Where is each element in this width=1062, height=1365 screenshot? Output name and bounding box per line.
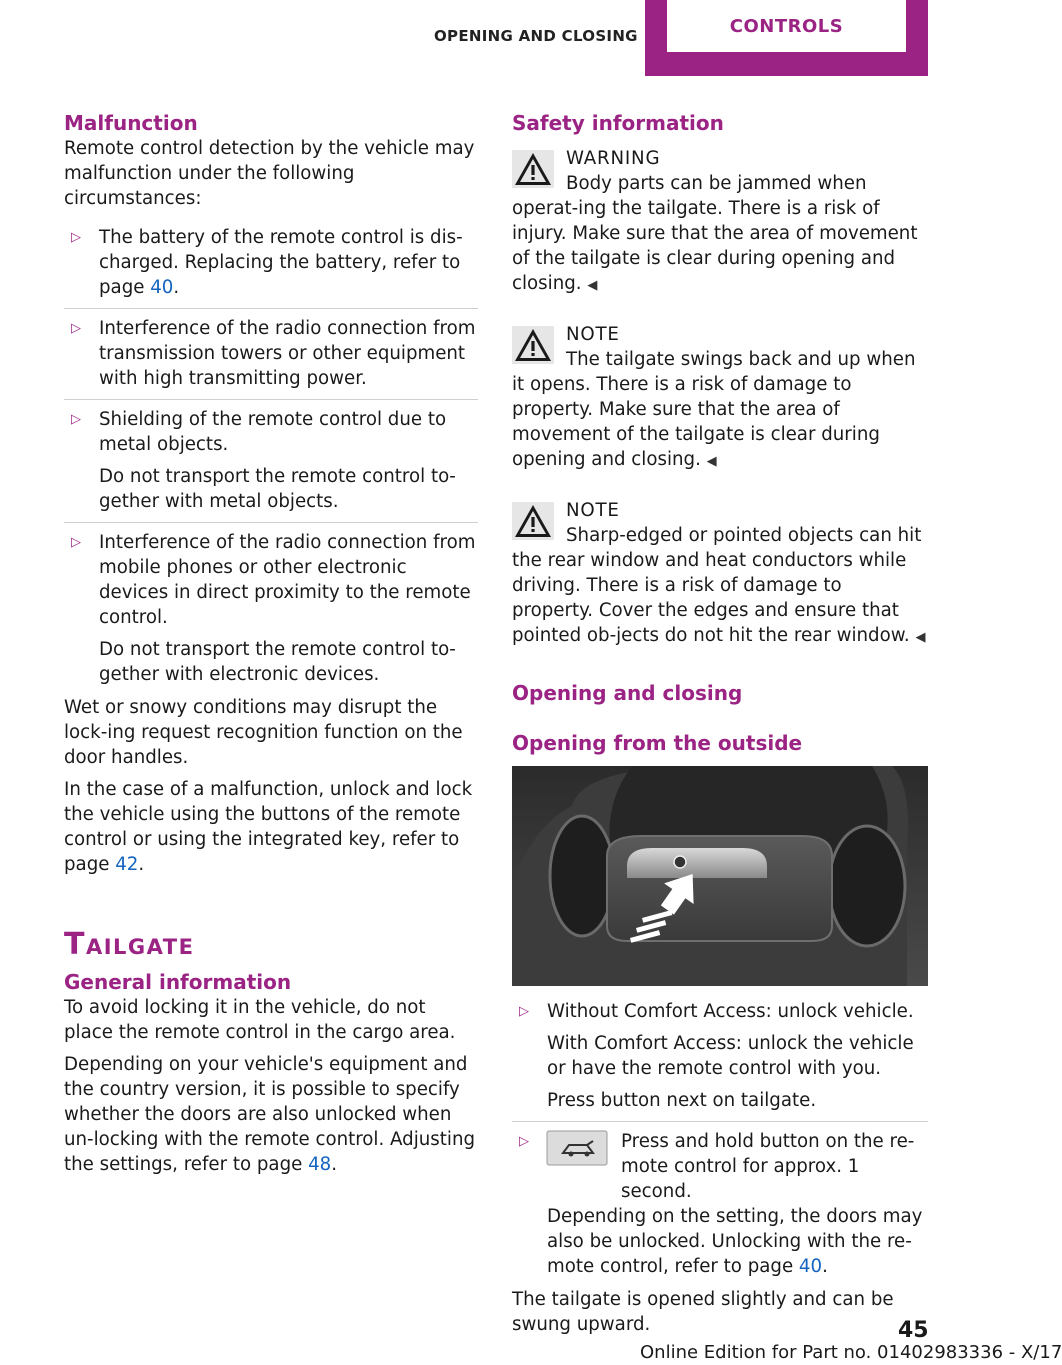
end-mark-icon: ◀ [915,630,926,645]
bullet-icon: ▷ [71,412,81,427]
warning-triangle-icon [512,326,554,364]
malfunction-intro: Remote control detection by the vehicle may malfunction under the following circumstances: [64,138,475,209]
note-box [512,322,928,474]
safety-heading: Safety information [512,111,724,135]
note-label: NOTE [566,324,620,345]
warning-triangle-icon [512,502,554,540]
right-column [512,110,928,1344]
page-link[interactable]: 48 [308,1154,332,1175]
page-number: 45 [898,1318,929,1343]
left-column [64,110,478,1184]
malfunction-heading: Malfunction [64,111,198,135]
warning-triangle-icon [512,150,554,188]
note-text: The tailgate swings back and up when it opens. There is a risk of damage to property. Make sure that the area of movement of the tailgate is clear during opening and closing. [512,349,916,470]
list-item: ▷ Shielding of the remote control due to metal objects. Do not transport the remote control to‐gether with metal objects. [64,400,478,523]
note-box [512,498,928,650]
note-text: Sharp-edged or pointed objects can hit the rear window and heat conductors while driving. There is a risk of damage to property. Cover the edges and ensure that pointed ob‐jects do not hit the rear window. [512,525,922,646]
tailgate-button-icon [547,1131,607,1165]
header-tab [645,0,928,76]
malfunction-action-text: In the case of a malfunction, unlock and lock the vehicle using the buttons of the remote control or using the integrated key, refer to page 42. [64,779,473,875]
bullet-icon: ▷ [519,1004,529,1019]
bullet-icon: ▷ [71,230,81,245]
malfunction-list [64,218,478,695]
header-tab-label: CONTROLS [667,0,906,52]
bullet-icon: ▷ [519,1134,529,1149]
opening-outside-heading: Opening from the outside [512,731,803,755]
opening-closing-heading: Opening and closing [512,681,743,705]
list-item: ▷ Press and hold button on the re‐mote control for approx. 1 second. Depending on the setting, the doors may also be unlocked. Unlocking with the re‐mote control, refer to page 40. [519,1131,923,1277]
warning-text: Body parts can be jammed when operat‐ing the tailgate. There is a risk of injury. Make sure that the area of movement of the tailgate is clear during opening and closing. [512,173,918,294]
list-item: ▷ Interference of the radio connection from transmission towers or other equipment with high transmitting power. [64,309,478,400]
tailgate-opened-text: The tailgate is opened slightly and can be swung upward. [512,1289,894,1335]
wet-conditions-text: Wet or snowy conditions may disrupt the lock‐ing request recognition function on the door handles. [64,697,463,768]
list-item: ▷ Interference of the radio connection from mobile phones or other electronic devices in direct proximity to the remote control. Do not transport the remote control to‐gether with electronic devices. [71,532,476,685]
list-item: ▷ The battery of the remote control is dis‐charged. Replacing the battery, refer to page 40. [64,218,478,309]
warning-box [512,146,928,298]
tailgate-photo [512,766,928,986]
bullet-icon: ▷ [71,321,81,336]
general-info-p2: Depending on your vehicle's equipment and the country version, it is possible to specify whether the doors are also unlocked when un‐locking with the remote control. Adjusting the settings, refer to page 48. [64,1054,476,1175]
warning-label: WARNING [566,148,661,169]
general-info-heading: General information [64,970,292,994]
end-mark-icon: ◀ [587,278,598,293]
tailgate-heading: Tailgate [64,927,195,962]
page-link[interactable]: 40 [150,277,174,298]
page-link[interactable]: 40 [798,1256,823,1277]
end-mark-icon: ◀ [706,454,717,469]
header-section-title: OPENING AND CLOSING [434,27,638,45]
list-item: ▷ Without Comfort Access: unlock vehicle. With Comfort Access: unlock the vehicle or have the remote control with you. Press button next on tailgate. [512,992,928,1122]
page-link[interactable]: 42 [115,854,139,875]
general-info-p1: To avoid locking it in the vehicle, do not place the remote control in the cargo area. [64,997,456,1043]
opening-steps-list [512,992,928,1287]
bullet-icon: ▷ [71,535,81,550]
note-label: NOTE [566,500,620,521]
edition-text: Online Edition for Part no. 01402983336 - X/17 [640,1342,1062,1363]
